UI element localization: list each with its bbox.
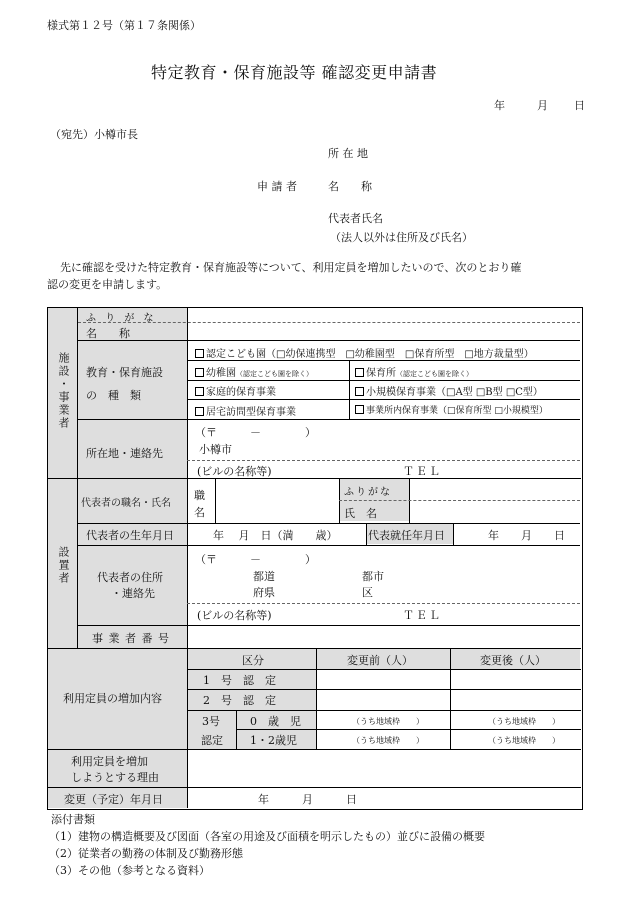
capacity-row-type3-label-2: 認定	[201, 734, 223, 747]
capacity-label: 利用定員の増加内容	[63, 692, 162, 705]
representative-note: （法人以外は住所及び氏名）	[330, 231, 473, 244]
rep-prefecture-2: 府県	[253, 586, 275, 599]
business-number-label: 事 業 者 番 号	[92, 632, 170, 645]
body-text-line-2: 認の変更を申請します。	[47, 278, 168, 291]
checkbox-icon[interactable]	[195, 407, 204, 416]
rep-city-2: 区	[362, 586, 373, 599]
rep-tel-label: ＴＥＬ	[403, 609, 442, 622]
capacity-row-age0: 0 歳 児	[250, 715, 301, 728]
reason-label-1: 利用定員を増加	[71, 755, 148, 768]
rep-name-label: 氏 名	[344, 507, 377, 520]
date-day: 日	[574, 99, 585, 112]
type-shokibo-hoiku[interactable]: 小規模保育事業（□A型 □B型 □C型）	[355, 383, 543, 398]
date-month: 月	[537, 99, 548, 112]
facility-building-label: (ビルの名称等)	[197, 465, 272, 478]
attachment-item-1: （1）建物の構造概要及び図面（各室の用途及び面積を明示したもの）並びに設備の概要	[49, 830, 485, 843]
rep-inauguration-label: 代表就任年月日	[368, 529, 445, 542]
address-label: 所 在 地	[328, 147, 368, 160]
capacity-row-type2: 2 号 認 定	[203, 694, 276, 707]
rep-inauguration-value[interactable]: 年 月 日	[488, 529, 565, 542]
facility-furigana-label: ふ り が な	[86, 313, 157, 324]
rep-city-1: 都市	[362, 570, 384, 583]
attachments-title: 添付書類	[51, 813, 95, 826]
capacity-row-type1: 1 号 認 定	[203, 674, 276, 687]
quota-after-age0[interactable]: （うち地域枠 ）	[488, 717, 560, 726]
page-title: 特定教育・保育施設等 確認変更申請書	[151, 63, 438, 82]
checkbox-icon[interactable]	[195, 368, 204, 377]
capacity-row-type3-label-1: 3号	[202, 715, 220, 728]
date-year: 年	[494, 99, 505, 112]
quota-before-age0[interactable]: （うち地域枠 ）	[352, 717, 424, 726]
type-hoikusho[interactable]: 保育所（認定こども園を除く）	[355, 364, 473, 379]
name-label: 名 称	[328, 180, 372, 193]
quota-after-age12[interactable]: （うち地域枠 ）	[488, 736, 560, 745]
facility-type-label-2: の 種 類	[86, 389, 141, 402]
rep-birth-label: 代表者の生年月日	[86, 529, 174, 542]
type-kyotaku-homon[interactable]: 居宅訪問型保育事業	[195, 403, 296, 418]
applicant-label: 申 請 者	[257, 180, 297, 193]
checkbox-icon[interactable]	[355, 387, 364, 396]
checkbox-icon[interactable]	[195, 387, 204, 396]
type-jigyosho-nai[interactable]: 事業所内保育事業（□保育所型 □小規模型）	[355, 403, 548, 416]
type-katei-hoiku[interactable]: 家庭的保育事業	[195, 383, 276, 398]
facility-city: 小樽市	[199, 443, 232, 456]
addressee: （宛先）小樽市長	[50, 128, 138, 141]
capacity-category-header: 区分	[242, 654, 264, 667]
capacity-row-age12: 1・2歳児	[250, 734, 297, 747]
representative-label: 代表者氏名	[328, 212, 383, 225]
facility-type-label-1: 教育・保育施設	[86, 366, 163, 379]
rep-building-label: (ビルの名称等)	[197, 609, 272, 622]
attachment-item-2: （2）従業者の勤務の体制及び勤務形態	[49, 847, 243, 860]
rep-birth-value[interactable]: 年 月 日（満 歳）	[213, 529, 338, 542]
change-date-label: 変更（予定）年月日	[64, 793, 163, 806]
establisher-section-label: 設置者	[57, 546, 70, 585]
capacity-after-header: 変更後（人）	[480, 654, 546, 667]
facility-section-label: 施設・事業者	[57, 352, 70, 430]
body-text-line-1: 先に確認を受けた特定教育・保育施設等について、利用定員を増加したいので、次のとおり確	[60, 261, 522, 274]
facility-tel-label: ＴＥＬ	[403, 465, 442, 478]
rep-address-label-1: 代表者の住所	[97, 571, 163, 584]
change-date-value[interactable]: 年 月 日	[258, 793, 357, 806]
rep-prefecture-1: 都道	[253, 570, 275, 583]
facility-location-label: 所在地・連絡先	[86, 447, 163, 460]
attachment-item-3: （3）その他（参考となる資料）	[49, 864, 210, 877]
type-nintei-kodomoen[interactable]: 認定こども園（□幼保連携型 □幼稚園型 □保育所型 □地方裁量型）	[195, 345, 534, 360]
checkbox-icon[interactable]	[355, 368, 364, 377]
quota-before-age12[interactable]: （うち地域枠 ）	[352, 736, 424, 745]
rep-title-name-label: 代表者の職名・氏名	[81, 498, 171, 509]
rep-address-label-2: ・連絡先	[111, 587, 155, 600]
type-yochien[interactable]: 幼稚園（認定こども園を除く）	[195, 364, 313, 379]
capacity-before-header: 変更前（人）	[347, 654, 413, 667]
rep-postal-code[interactable]: （〒 － ）	[195, 553, 316, 566]
facility-name-label: 名 称	[86, 327, 130, 340]
facility-postal-code[interactable]: （〒 － ）	[195, 426, 316, 439]
rep-furigana-label: ふりがな	[344, 487, 392, 498]
post-label: 職名	[194, 489, 205, 519]
checkbox-icon[interactable]	[195, 349, 204, 358]
reason-label-2: しようとする理由	[71, 771, 159, 784]
form-number: 様式第１２号（第１７条関係）	[47, 19, 201, 32]
checkbox-icon[interactable]	[355, 405, 364, 414]
